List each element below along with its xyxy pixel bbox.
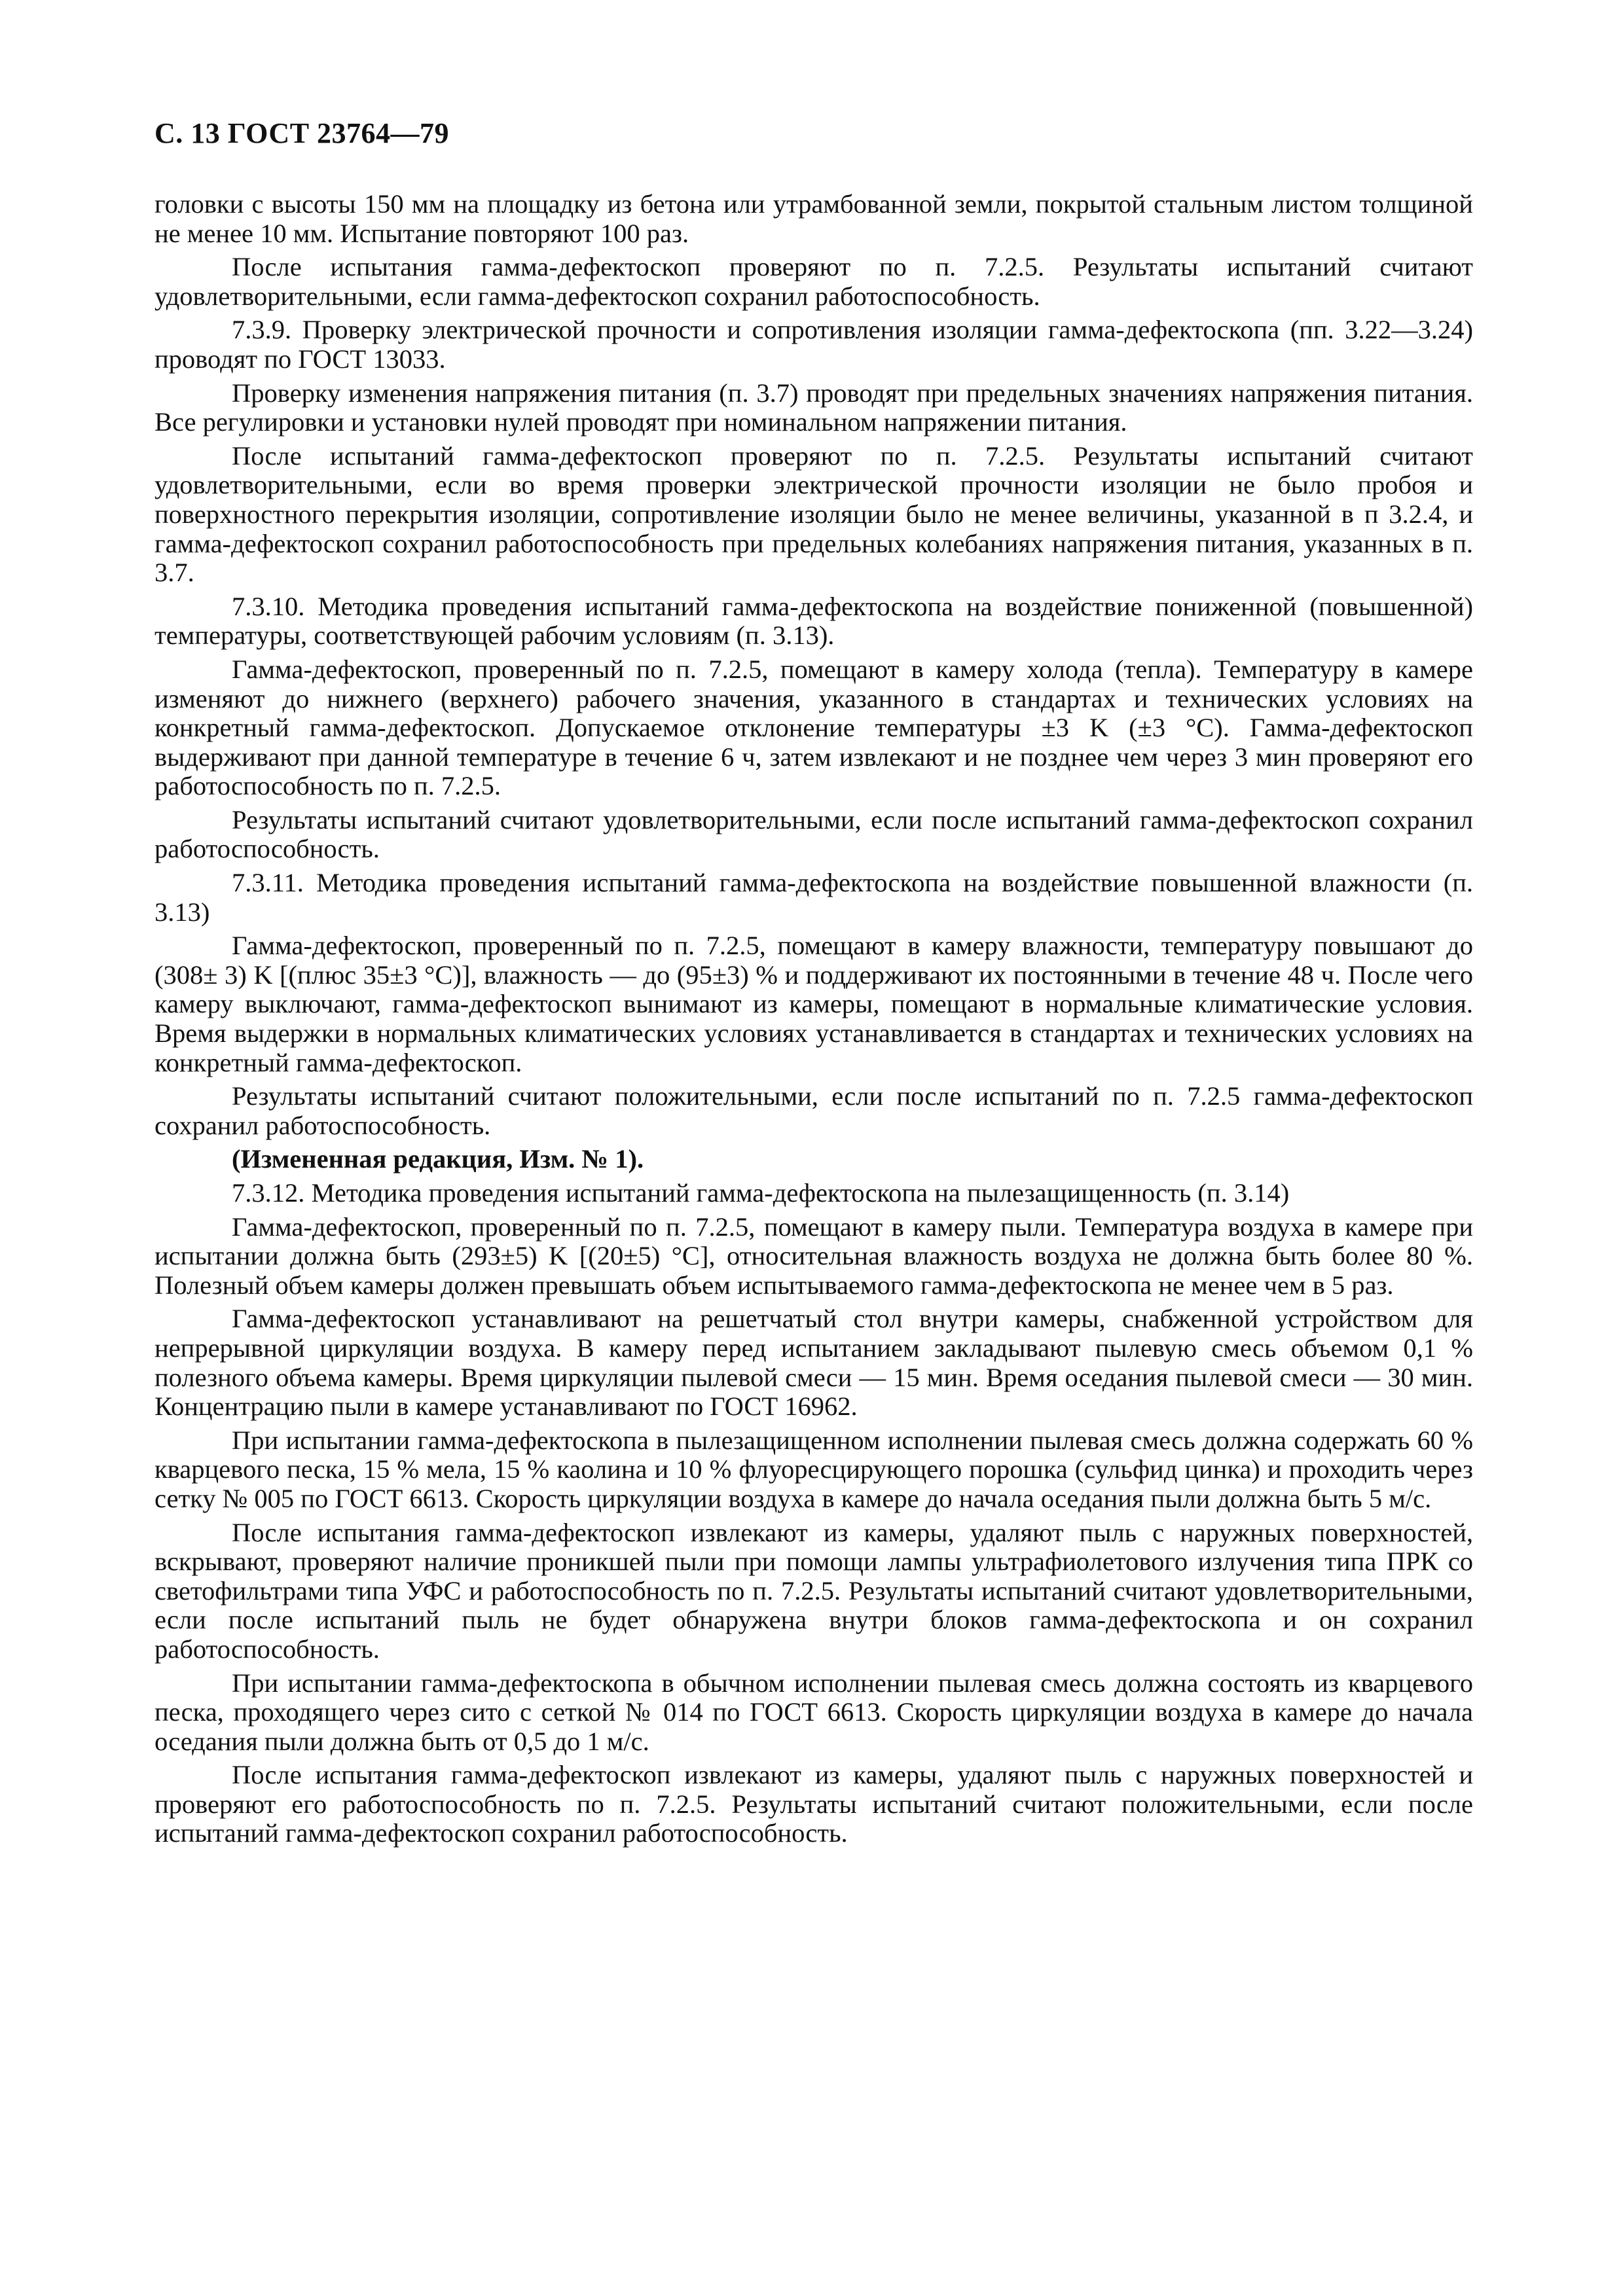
paragraph: Результаты испытаний считают положительными, если после испытаний по п. 7.2.5 гамма-дефектоскоп сохранил работоспособность. [155,1081,1473,1140]
amendment-note: (Измененная редакция, Изм. № 1). [232,1144,644,1174]
paragraph: Гамма-дефектоскоп, проверенный по п. 7.2.5, помещают в камеру влажности, температуру повышают до (308± 3) K [(плюс 35±3 °C)], влажность — до (95±3) % и поддерживают их постоянными в течение 48 ч. После чего камеру выключают, гамма-дефектоскоп вынимают из камеры, помещают в нормальные климатические условия. Время выдержки в нормальных климатических условиях устанавливается в стандартах и технических условиях на конкретный гамма-дефектоскоп. [155,931,1473,1077]
paragraph: После испытания гамма-дефектоскоп извлекают из камеры, удаляют пыль с наружных поверхностей и проверяют его работоспособность по п. 7.2.5. Результаты испытаний считают положительными, если после испытаний гамма-дефектоскоп сохранил работоспособность. [155,1760,1473,1848]
paragraph: 7.3.10. Методика проведения испытаний гамма-дефектоскопа на воздействие пониженной (повышенной) температуры, соответствующей рабочим условиям (п. 3.13). [155,591,1473,651]
paragraph: Результаты испытаний считают удовлетворительными, если после испытаний гамма-дефектоскоп сохранил работоспособность. [155,804,1473,864]
paragraph: Гамма-дефектоскоп, проверенный по п. 7.2.5, помещают в камеру холода (тепла). Температуру в камере изменяют до нижнего (верхнего) рабочего значения, указанного в стандартах и технических условиях на конкретный гамма-дефектоскоп. Допускаемое отклонение температуры ±3 K (±3 °C). Гамма-дефектоскоп выдерживают при данной температуре в течение 6 ч, затем извлекают и не позднее чем через 3 мин проверяют его работоспособность по п. 7.2.5. [155,654,1473,801]
paragraph: После испытания гамма-дефектоскоп извлекают из камеры, удаляют пыль с наружных поверхностей, вскрывают, проверяют наличие проникшей пыли при помощи лампы ультрафиолетового излучения типа ПРК со светофильтрами типа УФС и работоспособность по п. 7.2.5. Результаты испытаний считают удовлетворительными, если после испытаний пыль не будет обнаружена внутри блоков гамма-дефектоскопа и он сохранил работоспособность. [155,1517,1473,1664]
paragraph: головки с высоты 150 мм на площадку из бетона или утрамбованной земли, покрытой стальным листом толщиной не менее 10 мм. Испытание повторяют 100 раз. [155,189,1473,248]
paragraph: 7.3.11. Методика проведения испытаний гамма-дефектоскопа на воздействие повышенной влажности (п. 3.13) [155,868,1473,927]
paragraph: После испытания гамма-дефектоскоп проверяют по п. 7.2.5. Результаты испытаний считают удовлетворительными, если гамма-дефектоскоп сохранил работоспособность. [155,252,1473,311]
paragraph: Гамма-дефектоскоп, проверенный по п. 7.2.5, помещают в камеру пыли. Температура воздуха в камере при испытании должна быть (293±5) K [(20±5) °C], относительная влажность воздуха не должна быть более 80 %. Полезный объем камеры должен превышать объем испытываемого гамма-дефектоскопа не менее чем в 5 раз. [155,1211,1473,1300]
paragraph: После испытаний гамма-дефектоскоп проверяют по п. 7.2.5. Результаты испытаний считают удовлетворительными, если во время проверки электрической прочности изоляции не было пробоя и поверхностного перекрытия изоляции, сопротивление изоляции было не менее величины, указанной в п 3.2.4, и гамма-дефектоскоп сохранил работоспособность при предельных колебаниях напряжения питания, указанных в п. 3.7. [155,440,1473,588]
paragraph: При испытании гамма-дефектоскопа в пылезащищенном исполнении пылевая смесь должна содержать 60 % кварцевого песка, 15 % мела, 15 % каолина и 10 % флуоресцирующего порошка (сульфид цинка) и проходить через сетку № 005 по ГОСТ 6613. Скорость циркуляции воздуха в камере до начала оседания пыли должна быть 5 м/с. [155,1425,1473,1513]
paragraph: 7.3.9. Проверку электрической прочности и сопротивления изоляции гамма-дефектоскопа (пп. 3.22—3.24) проводят по ГОСТ 13033. [155,315,1473,374]
paragraph: Гамма-дефектоскоп устанавливают на решетчатый стол внутри камеры, снабженной устройством для непрерывной циркуляции воздуха. В камеру перед испытанием закладывают пылевую смесь объемом 0,1 % полезного объема камеры. Время циркуляции пылевой смеси — 15 мин. Время оседания пылевой смеси — 30 мин. Концентрацию пыли в камере устанавливают по ГОСТ 16962. [155,1304,1473,1422]
document-body [155,190,1473,1853]
paragraph: При испытании гамма-дефектоскопа в обычном исполнении пылевая смесь должна состоять из кварцевого песка, проходящего через сито с сеткой № 014 по ГОСТ 6613. Скорость циркуляции воздуха в камере до начала оседания пыли должна быть от 0,5 до 1 м/с. [155,1668,1473,1756]
paragraph: 7.3.12. Методика проведения испытаний гамма-дефектоскопа на пылезащищенность (п. 3.14) [232,1178,1290,1208]
paragraph: Проверку изменения напряжения питания (п. 3.7) проводят при предельных значениях напряжения питания. Все регулировки и установки нулей проводят при номинальном напряжении питания. [155,378,1473,437]
page-header: С. 13 ГОСТ 23764—79 [155,117,450,149]
